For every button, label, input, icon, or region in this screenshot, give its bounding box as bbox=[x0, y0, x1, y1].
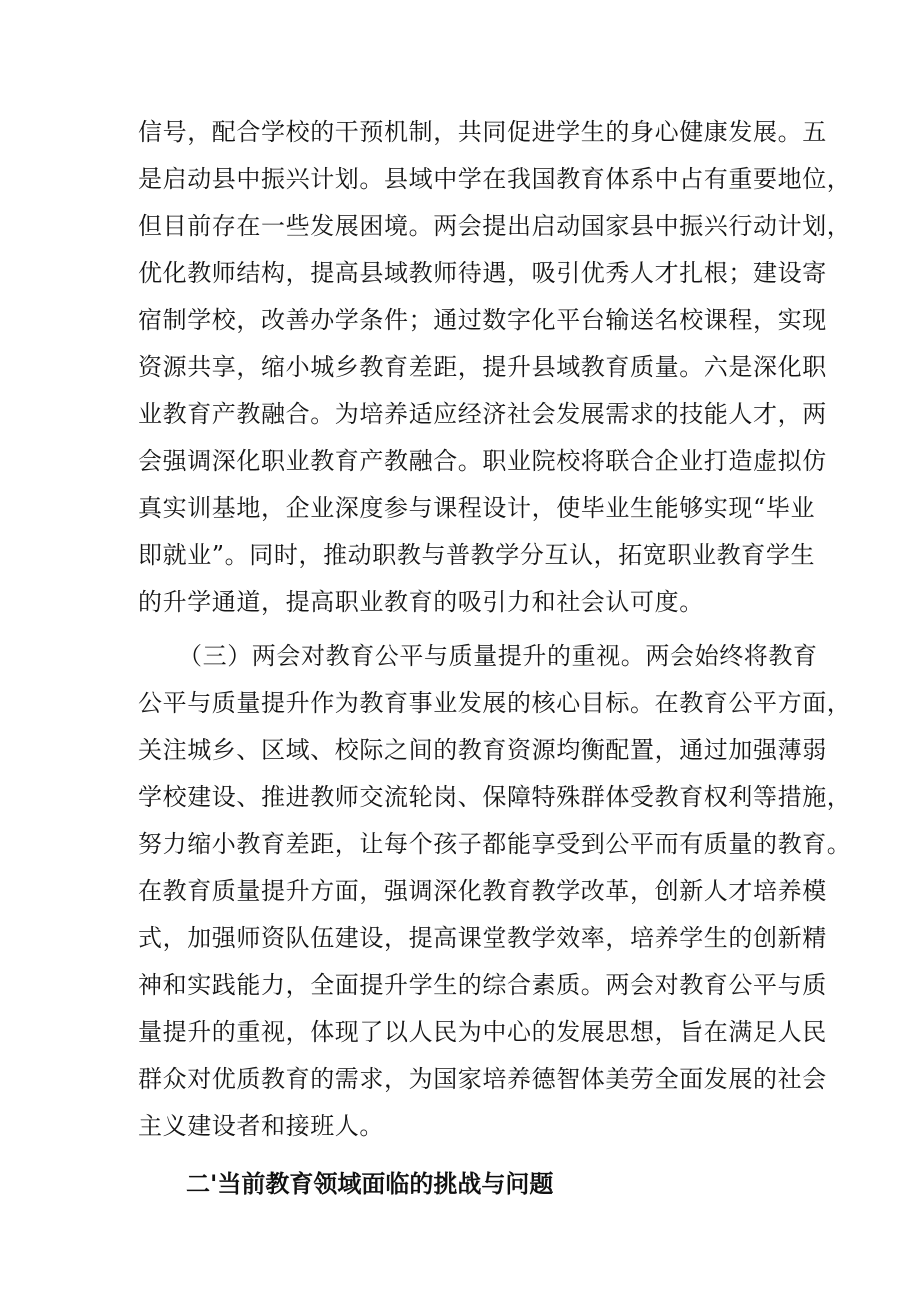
text-line-22: 主义建设者和接班人。 bbox=[138, 1112, 384, 1140]
text-line-5: 宿制学校，改善办学条件；通过数字化平台输送名校课程，实现 bbox=[138, 306, 827, 334]
text-line-16: 努力缩小教育差距，让每个孩子都能享受到公平而有质量的教育。 bbox=[138, 830, 852, 858]
text-line-15: 学校建设、推进教师交流轮岗、保障特殊群体受教育权利等措施， bbox=[138, 783, 852, 811]
text-line-3: 但目前存在一些发展困境。两会提出启动国家县中振兴行动计划， bbox=[138, 212, 852, 240]
paragraph-start-line: （三）两会对教育公平与质量提升的重视。两会始终将教育 bbox=[178, 642, 818, 670]
text-line-13: 公平与质量提升作为教育事业发展的核心目标。在教育公平方面， bbox=[138, 689, 852, 717]
text-line-19: 神和实践能力，全面提升学生的综合素质。两会对教育公平与质 bbox=[138, 971, 827, 999]
text-line-8: 会强调深化职业教育产教融合。职业院校将联合企业打造虚拟仿 bbox=[138, 447, 827, 475]
text-line-18: 式，加强师资队伍建设，提高课堂教学效率，培养学生的创新精 bbox=[138, 924, 827, 952]
text-line-2: 是启动县中振兴计划。县域中学在我国教育体系中占有重要地位， bbox=[138, 165, 852, 193]
text-line-20: 量提升的重视，体现了以人民为中心的发展思想，旨在满足人民 bbox=[138, 1018, 827, 1046]
text-line-6: 资源共享，缩小城乡教育差距，提升县域教育质量。六是深化职 bbox=[138, 353, 827, 381]
text-line-10: 即就业”。同时，推动职教与普教学分互认，拓宽职业教育学生 bbox=[138, 541, 816, 569]
text-line-9: 真实训基地，企业深度参与课程设计，使毕业生能够实现“毕业 bbox=[138, 494, 816, 522]
text-line-11: 的升学通道，提高职业教育的吸引力和社会认可度。 bbox=[138, 588, 704, 616]
text-line-7: 业教育产教融合。为培养适应经济社会发展需求的技能人才，两 bbox=[138, 400, 827, 428]
text-line-17: 在教育质量提升方面，强调深化教育教学改革，创新人才培养模 bbox=[138, 877, 827, 905]
text-line-14: 关注城乡、区域、校际之间的教育资源均衡配置，通过加强薄弱 bbox=[138, 736, 827, 764]
text-line-4: 优化教师结构，提高县域教师待遇，吸引优秀人才扎根；建设寄 bbox=[138, 259, 827, 287]
text-line-1: 信号，配合学校的干预机制，共同促进学生的身心健康发展。五 bbox=[138, 118, 827, 146]
text-line-21: 群众对优质教育的需求，为国家培养德智体美劳全面发展的社会 bbox=[138, 1065, 827, 1093]
section-heading: 二'当前教育领域面临的挑战与问题 bbox=[186, 1170, 554, 1198]
